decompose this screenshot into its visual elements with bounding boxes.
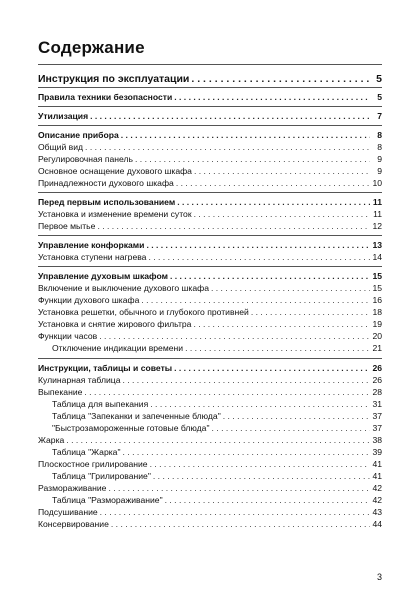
toc-entry[interactable]	[38, 153, 382, 165]
toc-entry-label: Функции духового шкафа	[38, 295, 140, 305]
toc-entry-label: Включение и выключение духового шкафа	[38, 283, 209, 293]
toc-entry-label: Первое мытье	[38, 221, 96, 231]
toc-entry-page: 43	[372, 507, 382, 517]
section-divider	[38, 235, 382, 236]
toc-dot-leader	[88, 110, 370, 122]
toc-entry-page: 8	[377, 130, 382, 140]
toc-entry-label: Таблица "Размораживание"	[52, 495, 163, 505]
toc-dot-leader	[139, 294, 370, 306]
toc-entry-label: Таблица "Грилирование"	[52, 471, 151, 481]
toc-entry[interactable]	[38, 458, 382, 470]
toc-dot-leader	[175, 196, 370, 208]
toc-entry-label: Правила техники безопасности	[38, 92, 173, 102]
toc-entry-page: 37	[372, 411, 382, 421]
toc-entry[interactable]	[38, 410, 382, 422]
toc-dot-leader	[97, 330, 370, 342]
toc-entry[interactable]	[38, 208, 382, 220]
toc-entry-page: 28	[372, 387, 382, 397]
toc-entry[interactable]	[38, 362, 382, 374]
toc-entry-page: 26	[372, 363, 382, 373]
toc-entry-label: Описание прибора	[38, 130, 119, 140]
toc-dot-leader	[249, 306, 370, 318]
toc-entry-label: Установка и снятие жирового фильтра	[38, 319, 192, 329]
toc-entry-label: Таблица для выпекания	[52, 399, 149, 409]
toc-entry[interactable]	[38, 470, 382, 482]
toc-entry[interactable]	[38, 165, 382, 177]
toc-entry[interactable]	[38, 386, 382, 398]
toc-entry[interactable]	[38, 270, 382, 282]
toc-entry[interactable]	[38, 482, 382, 494]
toc-entry-page: 20	[372, 331, 382, 341]
toc-entry-page: 39	[372, 447, 382, 457]
toc-entry-label: Отключение индикации времени	[52, 343, 184, 353]
section-divider	[38, 266, 382, 267]
toc-entry[interactable]	[38, 129, 382, 141]
page-title: Содержание	[38, 38, 145, 57]
toc-entry[interactable]	[38, 518, 382, 530]
toc-dot-leader	[133, 153, 370, 165]
toc-entry-label: Принадлежности духового шкафа	[38, 178, 174, 188]
toc-dot-leader	[151, 470, 370, 482]
toc-entry[interactable]	[38, 434, 382, 446]
toc-entry-page: 14	[372, 252, 382, 262]
toc-entry-page: 44	[372, 519, 382, 529]
toc-entry-page: 12	[372, 221, 382, 231]
toc-entry[interactable]	[38, 306, 382, 318]
toc-dot-leader	[172, 91, 370, 103]
toc-entry-label: Управление конфорками	[38, 240, 145, 250]
toc-entry-page: 9	[377, 166, 382, 176]
toc-entry-label: Инструкция по эксплуатации	[38, 73, 190, 85]
toc-entry-page: 5	[377, 92, 382, 102]
toc-dot-leader	[95, 220, 370, 232]
toc-entry-label: Консервирование	[38, 519, 109, 529]
section-divider	[38, 358, 382, 359]
toc-entry-page: 42	[372, 483, 382, 493]
toc-entry[interactable]	[38, 494, 382, 506]
toc-entry-page: 19	[372, 319, 382, 329]
toc-dot-leader	[146, 251, 370, 263]
toc-entry[interactable]	[38, 422, 382, 434]
toc-entry-label: Управление духовым шкафом	[38, 271, 168, 281]
toc-entry-page: 7	[377, 111, 382, 121]
toc-dot-leader	[64, 434, 370, 446]
toc-entry-label: Размораживание	[38, 483, 107, 493]
toc-entry-page: 5	[376, 73, 382, 85]
toc-dot-leader	[183, 342, 370, 354]
toc-dot-leader	[109, 518, 370, 530]
toc-entry-label: Установка и изменение времени суток	[38, 209, 192, 219]
toc-dot-leader	[191, 318, 370, 330]
toc-dot-leader	[192, 208, 370, 220]
toc-entry[interactable]	[38, 141, 382, 153]
toc-entry-label: Кулинарная таблица	[38, 375, 121, 385]
toc-entry-label: Основное оснащение духового шкафа	[38, 166, 192, 176]
toc-entry[interactable]	[38, 446, 382, 458]
toc-entry[interactable]	[38, 506, 382, 518]
section-divider	[38, 192, 382, 193]
toc-entry[interactable]	[38, 374, 382, 386]
toc-entry-page: 15	[372, 283, 382, 293]
toc-entry-page: 13	[372, 240, 382, 250]
toc-entry-page: 31	[372, 399, 382, 409]
section-divider	[38, 125, 382, 126]
toc-entry-label: Установка ступени нагрева	[38, 252, 147, 262]
toc-dot-leader	[189, 72, 370, 86]
toc-dot-leader	[168, 270, 370, 282]
section-divider	[38, 87, 382, 88]
toc-entry[interactable]	[38, 177, 382, 189]
toc-entry-label: Утилизация	[38, 111, 89, 121]
toc-entry-page: 21	[372, 343, 382, 353]
toc-entry[interactable]	[38, 282, 382, 294]
toc-entry-page: 41	[372, 459, 382, 469]
toc-entry-page: 16	[372, 295, 382, 305]
toc-entry-page: 11	[373, 209, 382, 219]
toc-entry-page: 9	[377, 154, 382, 164]
toc-entry-page: 10	[372, 178, 382, 188]
toc-entry[interactable]	[38, 196, 382, 208]
toc-entry-label: Плоскостное грилирование	[38, 459, 148, 469]
toc-dot-leader	[148, 398, 370, 410]
toc-dot-leader	[209, 282, 370, 294]
toc-entry[interactable]	[38, 398, 382, 410]
toc-entry[interactable]	[38, 342, 382, 354]
toc-entry-page: 42	[372, 495, 382, 505]
toc-dot-leader	[163, 494, 370, 506]
toc-dot-leader	[120, 374, 370, 386]
toc-dot-leader	[106, 482, 370, 494]
toc-entry-label: Жарка	[38, 435, 65, 445]
toc-entry-label: Таблица "Жарка"	[52, 447, 121, 457]
toc-entry-label: Регулировочная панель	[38, 154, 134, 164]
toc-entry-page: 37	[372, 423, 382, 433]
toc-dot-leader	[148, 458, 370, 470]
toc-entry-page: 18	[372, 307, 382, 317]
toc-entry[interactable]	[38, 110, 382, 122]
toc-dot-leader	[174, 177, 370, 189]
section-divider	[38, 106, 382, 107]
toc-dot-leader	[172, 362, 370, 374]
toc-entry-page: 41	[372, 471, 382, 481]
toc-dot-leader	[144, 239, 370, 251]
toc-entry[interactable]	[38, 72, 382, 86]
toc-entry-label: Таблица "Запеканки и запеченные блюда"	[52, 411, 221, 421]
toc-dot-leader	[119, 129, 370, 141]
toc-entry[interactable]	[38, 220, 382, 232]
page-number: 3	[376, 572, 382, 582]
toc-dot-leader	[221, 410, 370, 422]
toc-entry-page: 38	[372, 435, 382, 445]
toc-entry-label: Общий вид	[38, 142, 84, 152]
toc-entry-page: 11	[372, 197, 382, 207]
toc-entry[interactable]	[38, 330, 382, 342]
toc-entry-label: Подсушивание	[38, 507, 98, 517]
toc-entry[interactable]	[38, 294, 382, 306]
toc-entry-label: Перед первым использованием	[38, 197, 176, 207]
toc-entry-page: 15	[372, 271, 382, 281]
toc-entry-page: 26	[372, 375, 382, 385]
toc-entry[interactable]	[38, 251, 382, 263]
toc-dot-leader	[210, 422, 370, 434]
toc-dot-leader	[82, 386, 370, 398]
toc-entry[interactable]	[38, 91, 382, 103]
toc-entry-page: 8	[377, 142, 382, 152]
toc-entry[interactable]	[38, 318, 382, 330]
toc-dot-leader	[83, 141, 370, 153]
toc-entry-label: "Быстрозамороженные готовые блюда"	[52, 423, 210, 433]
toc-dot-leader	[192, 165, 370, 177]
toc-entry-label: Выпекание	[38, 387, 83, 397]
toc-entry-label: Инструкции, таблицы и советы	[38, 363, 173, 373]
toc-entry-label: Установка решетки, обычного и глубокого противней	[38, 307, 249, 317]
toc-dot-leader	[121, 446, 370, 458]
toc-dot-leader	[98, 506, 370, 518]
toc-entry-label: Функции часов	[38, 331, 98, 341]
toc-entry[interactable]	[38, 239, 382, 251]
title-divider	[38, 64, 382, 65]
